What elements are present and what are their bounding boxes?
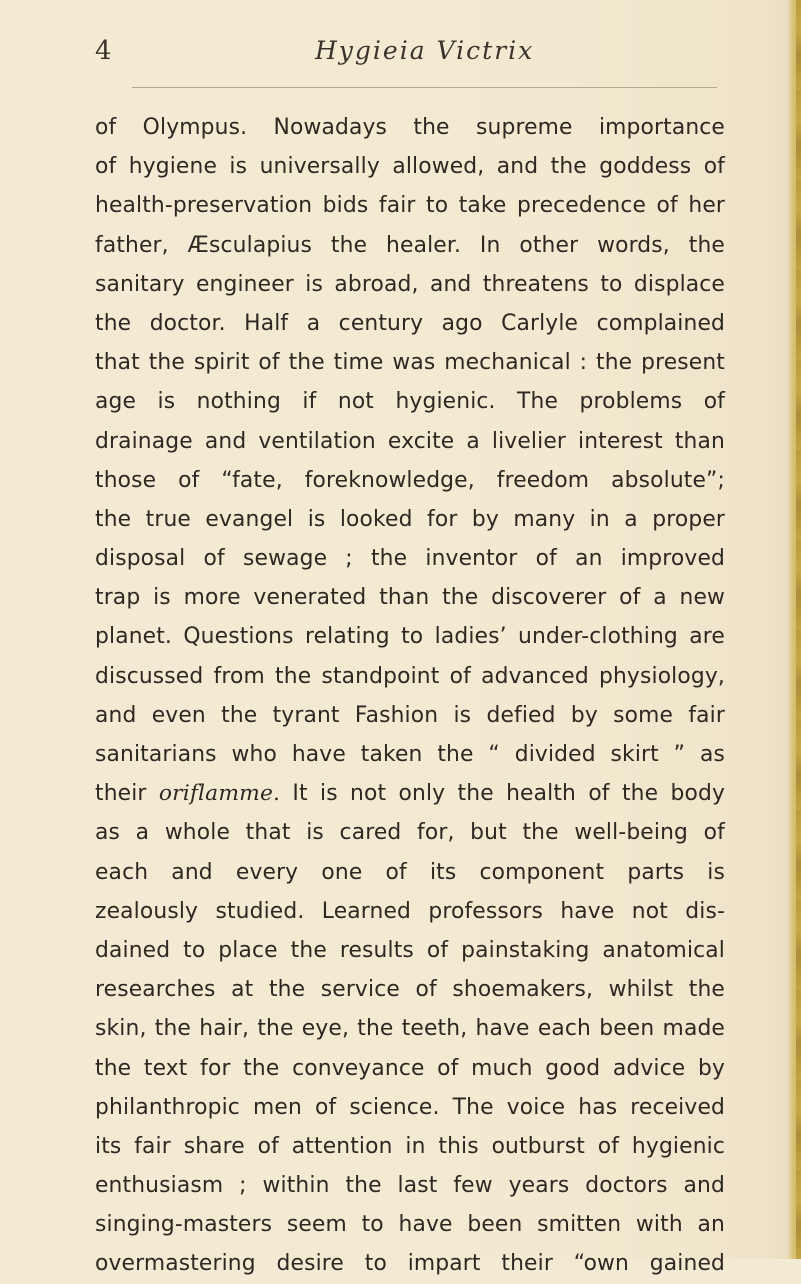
text-segment: It is not only the health of the body [280, 781, 726, 807]
text-line [95, 853, 725, 892]
page-number: 4 [95, 36, 112, 66]
text-segment: drainage and ventilation excite a livelier interest than [95, 428, 725, 454]
text-segment: that the spirit of the time was mechanical : the present [95, 350, 725, 376]
text-segment: the text for the conveyance of much good advice by [95, 1055, 725, 1081]
text-segment: the doctor. Half a century ago Carlyle complained [95, 310, 725, 336]
text-segment: of hygiene is universally allowed, and the goddess of [95, 154, 725, 180]
text-segment: researches at the service of shoemakers, whilst the [95, 977, 725, 1003]
text-line [95, 500, 725, 539]
text-line [95, 108, 725, 147]
text-segment: singing-masters seem to have been smitten with an [95, 1212, 725, 1238]
text-line [95, 696, 725, 735]
text-line [95, 1088, 725, 1127]
text-segment: overmastering desire to impart their “own gained [95, 1251, 725, 1277]
text-line [95, 774, 725, 813]
text-line [95, 382, 725, 421]
text-segment: age is nothing if not hygienic. The problems of [95, 389, 725, 415]
text-segment: trap is more venerated than the discoverer of a new [95, 585, 725, 611]
text-segment: of Olympus. Nowadays the supreme importance [95, 115, 725, 140]
text-line [95, 186, 725, 225]
text-line [95, 1205, 725, 1244]
text-line [95, 343, 725, 382]
header-rule [132, 87, 717, 88]
text-segment: father, Æsculapius the healer. In other words, the [95, 232, 725, 258]
text-segment: and even the tyrant Fashion is defied by some fair [95, 702, 725, 728]
text-segment: its fair share of attention in this outburst of hygienic [95, 1133, 725, 1159]
text-segment: discussed from the standpoint of advanced physiology, [95, 663, 725, 689]
text-segment: enthusiasm ; within the last few years doctors and [95, 1173, 725, 1199]
page-edge [787, 0, 801, 1259]
text-line [95, 931, 725, 970]
text-line [95, 813, 725, 852]
text-segment: those of “fate, foreknowledge, freedom absolute”; [95, 467, 725, 493]
text-line [95, 461, 725, 500]
text-line [95, 539, 725, 578]
text-segment: health-preservation bids fair to take precedence of her [95, 193, 725, 219]
text-segment: skin, the hair, the eye, the teeth, have each been made [95, 1016, 725, 1042]
text-segment: dained to place the results of painstaking anatomical [95, 937, 725, 963]
text-segment: disposal of sewage ; the inventor of an improved [95, 546, 725, 572]
text-segment: sanitary engineer is abroad, and threatens to displace [95, 271, 725, 297]
text-line [95, 1166, 725, 1205]
text-line [95, 1009, 725, 1048]
text-line [95, 1127, 725, 1166]
text-line [95, 578, 725, 617]
text-line [95, 226, 725, 265]
text-segment: sanitarians who have taken the “ divided skirt ” as [95, 742, 725, 767]
text-segment: as a whole that is cared for, but the well-being of [95, 820, 725, 846]
text-segment: each and every one of its component parts is [95, 859, 725, 885]
italic-text-segment: oriflamme. [158, 781, 281, 807]
body-text [95, 108, 725, 1284]
page-header [95, 28, 715, 78]
text-line [95, 147, 725, 186]
text-line [95, 422, 725, 461]
text-segment: planet. Questions relating to ladies’ under-clothing are [95, 624, 725, 650]
running-title: Hygieia Victrix [315, 36, 535, 65]
text-line [95, 265, 725, 304]
text-line [95, 1049, 725, 1088]
text-line [95, 617, 725, 656]
text-segment: their [95, 781, 159, 807]
text-segment: philanthropic men of science. The voice has received [95, 1094, 725, 1120]
text-line [95, 1244, 725, 1283]
text-segment: zealously studied. Learned professors have not dis- [95, 898, 725, 924]
text-line [95, 735, 725, 774]
text-line [95, 892, 725, 931]
text-line [95, 657, 725, 696]
text-line [95, 304, 725, 343]
text-segment: the true evangel is looked for by many in a proper [95, 506, 725, 532]
text-line [95, 970, 725, 1009]
